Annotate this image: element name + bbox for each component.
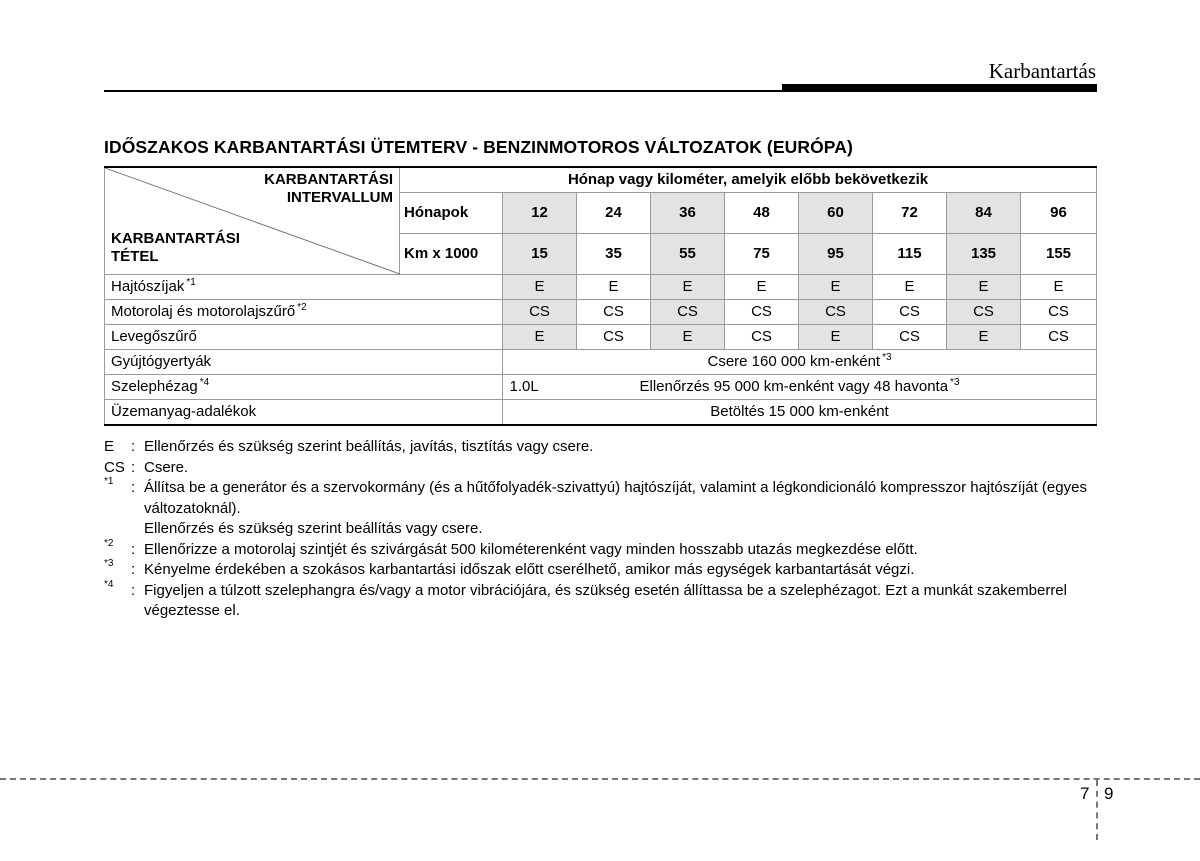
km-cell: 55 [651, 234, 725, 275]
footer-dashed-rule [0, 778, 1200, 780]
note-text: Ellenőrizze a motorolaj szintjét és szivárgását 500 kilométerenként vagy minden hosszabb utazás megkezdése előtt. [144, 540, 918, 558]
note-item: $^{*4}$ : Figyeljen a túlzott szelephangra és/vagy a motor vibrációjára, és szükség esetén állíttassa be a szelephézagot. Ezt a munkát szakemberrel végeztesse el. [104, 581, 1099, 622]
row-value: E [799, 275, 873, 300]
note-item: $^{*2}$ : Ellenőrizze a motorolaj szintjét és szivárgását 500 kilométerenként vagy minden hosszabb utazás megkezdése előtt. [104, 540, 1099, 561]
row-value: CS [1021, 300, 1097, 325]
legend-notes [104, 437, 1099, 622]
row-item-label: Levegőszűrő [105, 325, 503, 350]
note-item: E : Ellenőrzés és szükség szerint beállítás, javítás, tisztítás vagy csere. [104, 437, 1099, 458]
row-value: CS [873, 325, 947, 350]
maintenance-schedule-table [104, 166, 1097, 426]
table-corner-cell [105, 167, 400, 275]
month-cell: 72 [873, 193, 947, 234]
row-span-value: Csere 160 000 km-enként $^{*3}$ [503, 350, 1097, 375]
header-title: Karbantartás [988, 59, 1096, 83]
header-rule-thin [104, 90, 784, 92]
note-text: Figyeljen a túlzott szelephangra és/vagy a motor vibrációjára, és szükség esetén állíttassa be a szelephézagot. Ezt a munkát szakemberrel végeztesse el. [144, 581, 1067, 619]
row-value: CS [947, 300, 1021, 325]
row-value: CS [577, 325, 651, 350]
row-value: CS [873, 300, 947, 325]
row-variant: 1.0L [509, 378, 539, 395]
months-label: Hónapok [400, 193, 503, 234]
row-span-value: Betöltés 15 000 km-enként [503, 400, 1097, 426]
row-value: E [799, 325, 873, 350]
note-text: Kényelme érdekében a szokásos karbantartási időszak előtt cserélhető, amikor más egységek karbantartását végzi. [144, 561, 915, 578]
row-value: CS [503, 300, 577, 325]
row-value: E [947, 325, 1021, 350]
row-value: E [725, 275, 799, 300]
row-value: E [1021, 275, 1097, 300]
row-value: CS [725, 325, 799, 350]
page-chapter-number: 7 [1080, 784, 1090, 803]
note-key: *4 [104, 578, 114, 590]
note-text: Ellenőrzés és szükség szerint beállítás, javítás, tisztítás vagy csere. [144, 438, 594, 455]
corner-item-label: KARBANTARTÁSI TÉTEL [111, 230, 240, 265]
row-value: E [651, 325, 725, 350]
section-title: IDŐSZAKOS KARBANTARTÁSI ÜTEMTERV - BENZINMOTOROS VÁLTOZATOK (EURÓPA) [104, 137, 853, 157]
note-key: E [104, 438, 115, 455]
row-value: CS [1021, 325, 1097, 350]
km-cell: 35 [577, 234, 651, 275]
row-item-label: Hajtószíjak $^{*1}$ [105, 275, 503, 300]
row-value: CS [577, 300, 651, 325]
month-cell: 36 [651, 193, 725, 234]
km-cell: 15 [503, 234, 577, 275]
km-cell: 135 [947, 234, 1021, 275]
row-value: E [947, 275, 1021, 300]
row-value: E [651, 275, 725, 300]
row-value: E [503, 325, 577, 350]
interval-header: Hónap vagy kilométer, amelyik előbb bekövetkezik [400, 167, 1097, 193]
month-cell: 48 [725, 193, 799, 234]
note-key: *3 [104, 558, 114, 569]
km-cell: 155 [1021, 234, 1097, 275]
row-span-value: Ellenőrzés 95 000 km-enként vagy 48 havonta $^{*3}$ [503, 375, 1097, 400]
note-item: $^{*1}$ : Állítsa be a generátor és a szervokormány (és a hűtőfolyadék-szivattyú) hajtószíját, valamint a légkondicionáló kompresszor hajtószíját (egyes változatoknál). Ellenőrzés és szükség szerint beállítás vagy csere. [104, 478, 1099, 540]
note-item: CS : Csere. [104, 458, 1099, 479]
table-row [105, 375, 1097, 400]
month-cell: 12 [503, 193, 577, 234]
table-row [105, 400, 1097, 426]
table-row [105, 275, 1097, 300]
row-value: CS [799, 300, 873, 325]
row-item-label: Üzemanyag-adalékok [105, 400, 503, 426]
note-text: Ellenőrzés és szükség szerint beállítás vagy csere. [144, 520, 483, 537]
month-cell: 60 [799, 193, 873, 234]
table-row [105, 300, 1097, 325]
km-cell: 115 [873, 234, 947, 275]
corner-interval-label: KARBANTARTÁSI INTERVALLUM [264, 171, 393, 206]
row-value: E [873, 275, 947, 300]
month-cell: 84 [947, 193, 1021, 234]
page-number: 9 [1104, 784, 1114, 803]
table-row [105, 325, 1097, 350]
row-value: E [503, 275, 577, 300]
note-item: $^{*3}$ : Kényelme érdekében a szokásos karbantartási időszak előtt cserélhető, amikor más egységek karbantartását végzi. [104, 560, 1099, 581]
row-value: E [577, 275, 651, 300]
row-value: CS [725, 300, 799, 325]
note-text: Csere. [144, 458, 189, 476]
month-cell: 24 [577, 193, 651, 234]
footer-vertical-dashed-rule [1096, 780, 1098, 840]
row-value: CS [651, 300, 725, 325]
row-item-label: Szelephézag $^{*4}$ 1.0L [105, 375, 503, 400]
header-rule-thick [782, 84, 1097, 92]
note-key: *2 [104, 537, 114, 549]
km-cell: 75 [725, 234, 799, 275]
note-key: CS [104, 458, 125, 476]
note-key: *1 [104, 476, 114, 487]
month-cell: 96 [1021, 193, 1097, 234]
row-item-label: Gyújtógyertyák [105, 350, 503, 375]
note-text: Állítsa be a generátor és a szervokormány (és a hűtőfolyadék-szivattyú) hajtószíját, valamint a légkondicionáló kompresszor hajtószíját (egyes változatoknál). [144, 479, 1087, 517]
row-item-label: Motorolaj és motorolajszűrő $^{*2}$ [105, 300, 503, 325]
table-row [105, 350, 1097, 375]
km-label: Km x 1000 [400, 234, 503, 275]
km-cell: 95 [799, 234, 873, 275]
